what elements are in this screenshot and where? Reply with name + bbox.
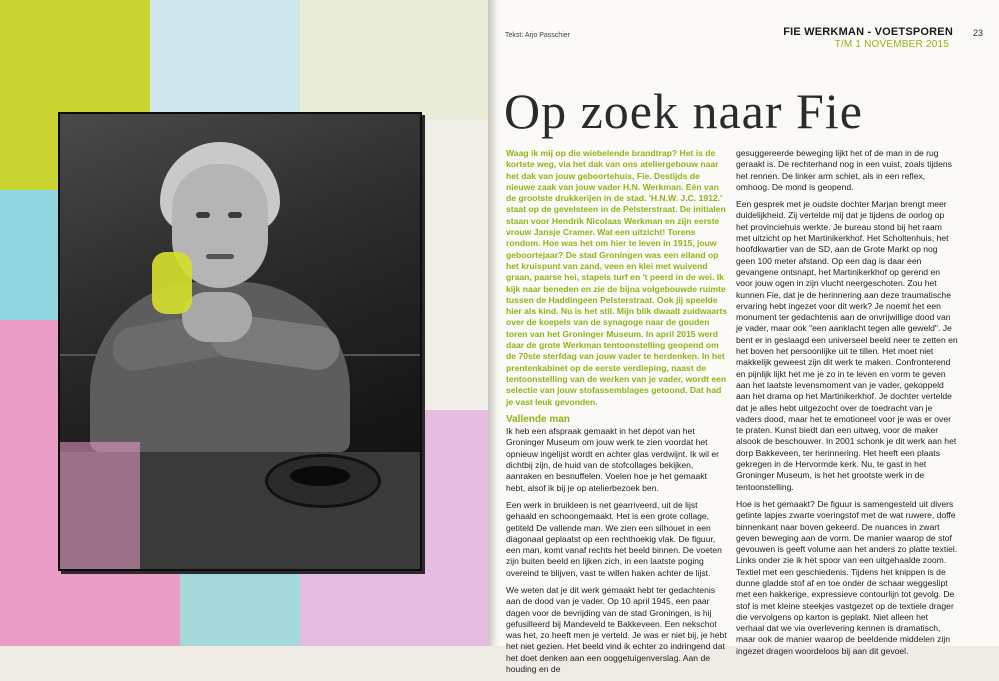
body-paragraph: Hoe is het gemaakt? De figuur is samengesteld uit divers getinte lapjes zwarte voeringstof met de wat ruwere, doffe binnenkant naar boven gekeerd. De nuances in zwart geven beweging aan de vorm. De manier waarop de stof gevouwen is geeft volume aan het anders zo platte textiel. Links onder zie ik het spoor van een uitgehaalde zoom. Textiel met een geschiedenis. Tijdens het knippen is de dunne gladde stof af en toe onder de schaar weggeslipt met een hakkerige, expressieve contourlijn tot gevolg. De stof is met kleine steekjes vastgezet op de textiele drager die vervolgens op karton is geplakt. Niet alleen het verhaal dat we via overlevering kennen is dramatisch, maar ook de manier waarop de beeldende middelen zijn ingezet dragen woordeloos bij aan dit gevoel. — [736, 498, 958, 656]
article-lead: Waag ik mij op die wiebelende brandtrap? Het is de kortste weg, via het dak van ons ateliergebouw naar het dak van jouw geboortehuis, Fie. Destijds de nieuwe zaak van jouw vader H.N. Werkman. Eén van de grootste drukkerijen in de stad. 'H.N.W. J.C. 1912.' staat op de gevelsteen in de Pelsterstraat. De initialen staan voor Hendrik Nicolaas Werkman en zijn eerste vrouw Jansje Cramer. Wat een uitzicht! Torens rondom. Hoe was het om hier te leven in 1915, jouw geboortejaar? De stad Groningen was een eiland op het kruispunt van zand, veen en klei met wuivend graan, paarse hei, stapels turf en 't peerd in de wei. Ik kijk naar beneden en zie de bijna volgebouwde ruimte tussen de Haddingeen Pelsterstraat. Ook jij speelde hier als kind. Nu is het stil. Mijn blik dwaalt zuidwaarts over de koepels van de synagoge naar de gouden toren van het Groninger Museum. In april 2015 werd daar de grote Werkman tentoonstelling geopend om de 70ste sterfdag van jouw vader te herdenken. In het prentenkabinet op de eerste verdieping, naast de tentoonstelling van de werken van je vader, wordt een selectie van jouw stofassemblages getoond. Dat had je vast leuk gevonden. — [506, 148, 728, 407]
section-heading: Vallende man — [506, 413, 570, 425]
article-headline: Op zoek naar Fie — [504, 83, 863, 139]
author-credit: Tekst: Arjo Passchier — [505, 32, 570, 39]
body-paragraph: We weten dat je dit werk gemaakt hebt ter gedachtenis aan de dood van je vader. Op 10 april 1945, een paar dagen voor de bevrijding van de stad Groningen, is hij gefusilleerd bij Mandeveld te Bakkeveen. Een nekschot was het, zo heeft men je verteld. Je was er niet bij, je hebt het niet gezien. Het beeld vind ik echter zo indringend dat het doet denken aan een ooggetuigenverslag. Aan de houding en de — [506, 584, 727, 675]
portrait-hands — [182, 292, 252, 342]
body-paragraph: Een werk in bruikleen is net gearriveerd, uit de lijst gehaald en schoongemaakt. Het is een grote collage, getiteld De vallende man. We zien een silhouet in een diagonaal geplaatst op een rechthoekig vlak. De figuur, een man, komt vanaf rechts het beeld binnen. De voeten zijn buiten beeld en lijken zich, in een laatste poging overeind te blijven, vast te willen haken achter de lijst. — [506, 499, 722, 578]
left-page-collage — [0, 0, 490, 646]
body-paragraph: Een gesprek met je oudste dochter Marjan brengt meer duidelijkheid. Zij vertelde mij dat je tijdens de oorlog op het provinciehuis werkte. Je bureau stond bij het raam met uitzicht op het Martinikerkhof. Het Scholtenhuis, het hoofdkwartier van de SD, aan de Grote Markt op nog geen 100 meter afstand. Op een dag is daar een gevangene ontsnapt, het Martinikerkhof op gerend en voor jouw ogen in zijn vlucht neergeschoten. Zou het kunnen Fie, dat je de herinnering aan deze traumatische ervaring hebt ingezet voor dit werk? Je noemt het een monument ter gedachtenis aan de onvrijwillige dood van je vader, maar ook "een aanklacht tegen alle geweld". Je bent er in geslaagd een universeel beeld neer te zetten en het boven het persoonlijke uit te tillen. Het moet niet makkelijk geweest zijn dit werk te maken. Confronterend en pijnlijk lijkt het me je zo in te leven en vorm te geven aan het laatste levensmoment van je vader, gekoppeld aan het drama op het Martinikerkhof. Je dochter vertelde dat je alles hebt uitgezocht over de toedracht van je vaders dood, maar het te emotioneel voor je was er over te praten. Kunst biedt dan een uitweg, voor de maker alsook de beschouwer. In 2001 schonk je dit werk aan het dorp Bakkeveen, ter herinnering. Het heeft een plaats gekregen in de Hervormde kerk. Nu, te gast in het Groninger Museum, is het het grootste werk in de tentoonstelling. — [736, 199, 958, 492]
series-title: FIE WERKMAN - VOETSPOREN — [783, 26, 953, 38]
right-page-article — [500, 0, 999, 675]
text-column-1 — [506, 148, 728, 681]
text-column-2 — [736, 148, 958, 663]
body-paragraph: gesuggereerde beweging lijkt het of de man in de rug geraakt is. De rechterhand nog in een vuist, zoals tijdens het rennen. De linker arm schiet, als in een reflex, omhoog. De mond is geopend. — [736, 148, 952, 192]
series-dates: T/M 1 NOVEMBER 2015 — [834, 39, 949, 50]
body-paragraph: Ik heb een afspraak gemaakt in het depot van het Groninger Museum om jouw werk te zien voordat het opnieuw ingelijst wordt en achter glas verdwijnt. Ik wil er dichtbij zijn, de huid van de stofcollages bekijken, aanraken en besnuffelen. Voelen hoe je het gemaakt hebt, alsof ik bij je op atelierbezoek ben. — [506, 426, 720, 493]
page-number: 23 — [972, 28, 983, 38]
collage-blue-block — [150, 0, 300, 115]
collage-pale-green-block — [300, 0, 490, 120]
yellow-paint-overlay — [152, 252, 192, 314]
portrait-photo — [58, 112, 422, 571]
